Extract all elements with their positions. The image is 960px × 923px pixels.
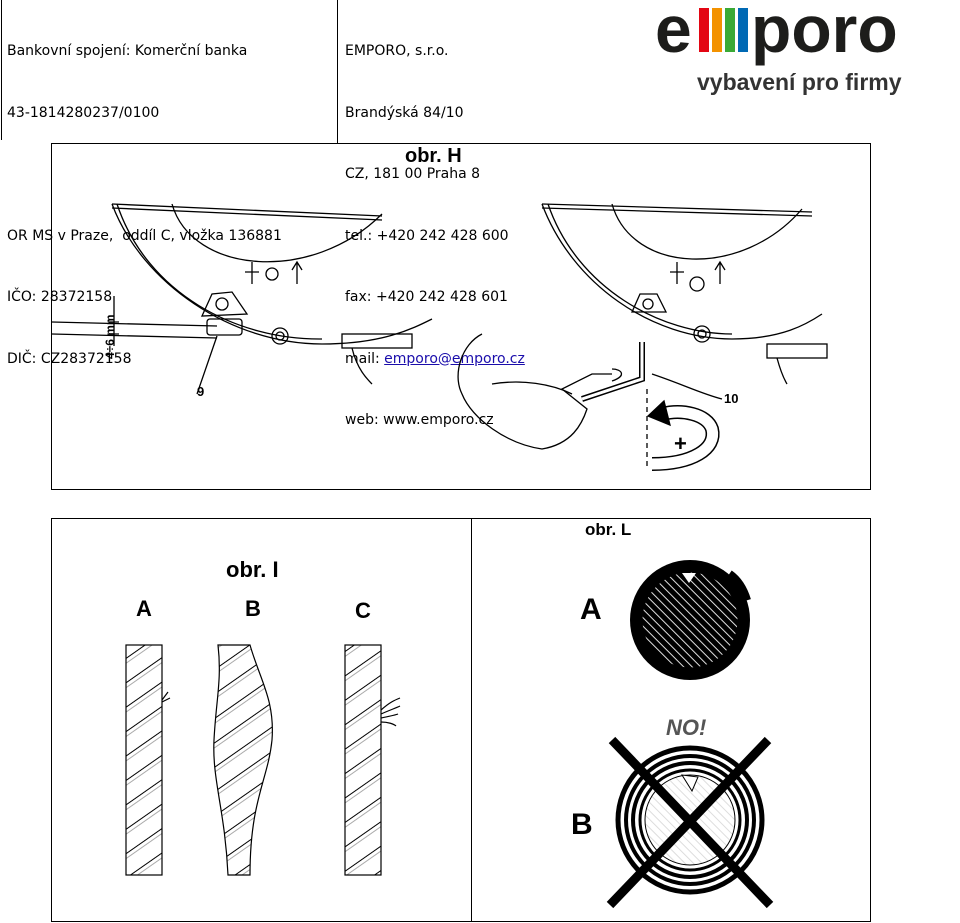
header-line: DIČ: CZ28372158 <box>7 350 132 367</box>
logo-tagline: vybavení pro firmy <box>697 69 902 95</box>
plus-sign: + <box>674 431 687 456</box>
header-line: fax: +420 242 428 601 <box>345 289 508 305</box>
mail-line: mail: emporo@emporo.cz <box>345 350 525 367</box>
figure-l-drawing <box>600 545 780 915</box>
callout-10: 10 <box>724 391 739 406</box>
header-line: tel.: +420 242 428 600 <box>345 227 509 244</box>
figure-i-caption: obr. I <box>226 557 279 582</box>
emporo-logo <box>655 0 955 96</box>
header-line: IČO: 28372158 <box>7 289 113 305</box>
header-line: 43-1814280237/0100 <box>7 104 160 121</box>
dimension-label: 4÷6 mm <box>103 314 117 359</box>
panel-divider <box>471 518 472 922</box>
mail-link[interactable]: emporo@emporo.cz <box>384 350 525 367</box>
header-divider <box>1 0 2 140</box>
ring-label-b: B <box>571 808 593 841</box>
rope-a <box>126 645 162 875</box>
rope-label-c: C <box>355 598 371 623</box>
ring-label-a: A <box>580 593 602 626</box>
no-text: NO! <box>666 715 707 740</box>
web-line: web: www.emporo.cz <box>345 412 494 428</box>
ropes-drawing <box>100 640 420 880</box>
header-line: OR MS v Praze, oddíl C, vložka 136881 <box>7 227 282 244</box>
rope-label-b: B <box>245 596 261 621</box>
figure-h-drawing <box>52 144 870 489</box>
rope-c <box>345 645 381 875</box>
callout-9: 9 <box>197 384 205 399</box>
rope-label-a: A <box>136 596 152 621</box>
figure-l-caption: obr. L <box>585 520 632 539</box>
figure-h-caption: obr. H <box>405 145 462 167</box>
logo-letters-poro: poro <box>751 0 898 66</box>
header-line: EMPORO, s.r.o. <box>345 43 449 59</box>
header-line: Brandýská 84/10 <box>345 104 464 121</box>
rope-b <box>214 645 273 875</box>
logo-letter-e: e <box>655 0 692 66</box>
logo-m-stripes <box>699 8 748 52</box>
header-line: Bankovní spojení: Komerční banka <box>7 43 248 59</box>
header-line: CZ, 181 00 Praha 8 <box>345 166 481 182</box>
header-divider <box>337 0 338 143</box>
